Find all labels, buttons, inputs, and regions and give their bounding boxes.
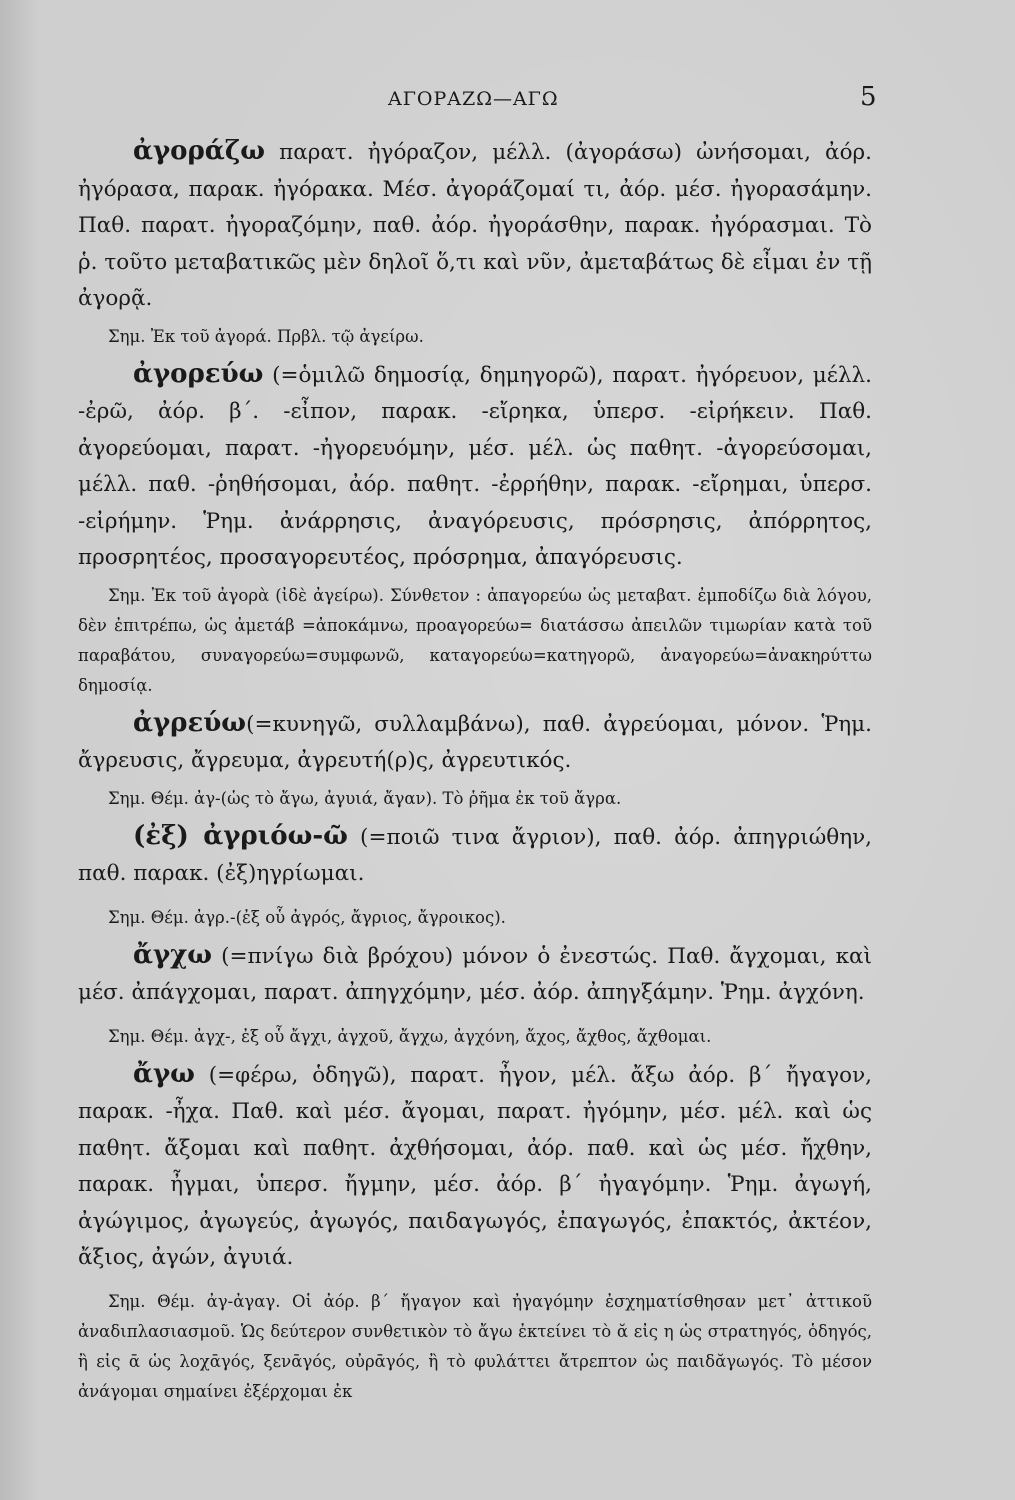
entry-text: (=κυνηγῶ, συλλαμβάνω), παθ. ἀγρεύομαι, μόνον. Ῥημ. ἄγρευσις, ἄγρευμα, ἀγρευτή(ρ)ς, ἀγρευτικός.	[78, 711, 872, 773]
page-number: 5	[860, 82, 877, 112]
entry-agorazo	[78, 133, 872, 318]
entry-note: Σημ. Θέμ. ἀγ-(ὡς τὸ ἄγω, ἀγυιά, ἄγαν). Τὸ ῥῆμα ἐκ τοῦ ἄγρα.	[108, 788, 622, 808]
entry-agrioo	[78, 818, 872, 893]
entry-text: (=φέρω, ὁδηγῶ), παρατ. ἦγον, μέλ. ἄξω ἀόρ. β΄ ἤγαγον, παρακ. -ἦχα. Παθ. καὶ μέσ. ἄγομαι, παρατ. ἠγόμην, μέσ. μέλ. καὶ ὡς παθητ. ἄξομαι καὶ παθητ. ἀχθήσομαι, ἀόρ. παθ. καὶ ὡς μέσ. ἤχθην, παρακ. ἦγμαι, ὑπερσ. ἤγμην, μέσ. ἀόρ. β΄ ἠγαγόμην. Ῥημ. ἀγωγή, ἀγώγιμος, ἀγωγεύς, ἀγωγός, παιδαγωγός, ἐπαγωγός, ἐπακτός, ἀκτέον, ἄξιος, ἀγών, ἀγυιά.	[78, 1062, 872, 1270]
lemma: ἀγρεύω	[133, 707, 247, 738]
entry-note: Σημ. Ἐκ τοῦ ἀγορὰ (ἰδὲ ἀγείρω). Σύνθετον : ἀπαγορεύω ὡς μεταβατ. ἐμποδίζω διὰ λόγου, δὲν ἐπιτρέπω, ὡς ἀμετάβ =ἀποκάμνω, προαγορεύω= διατάσσω ἀπειλῶν τιμωρίαν κατὰ τοῦ παραβάτου, συναγορεύω=συμφωνῶ, καταγορεύω=κατηγορῶ, ἀναγορεύω=ἀνακηρύττω δημοσίᾳ.	[78, 585, 872, 695]
entry-ancho	[78, 937, 872, 1012]
entry-text: (=ὁμιλῶ δημοσίᾳ, δημηγορῶ), παρατ. ἠγόρευον, μέλλ. -ἐρῶ, ἀόρ. β΄. -εἶπον, παρακ. -εἴρηκα, ὑπερσ. -εἰρήκειν. Παθ. ἀγορεύομαι, παρατ. -ἠγορευόμην, μέσ. μέλ. ὡς παθητ. -ἀγορεύσομαι, μέλλ. παθ. -ῥηθήσομαι, ἀόρ. παθητ. -ἐρρήθην, παρακ. -εἴρημαι, ὑπερσ. -εἰρήμην. Ῥημ. ἀνάρρησις, ἀναγόρευσις, πρόσρησις, ἀπόρρητος, προσρητέος, προσαγορευτέος, πρόσρημα, ἀπαγόρευσις.	[78, 362, 872, 570]
entry-text: (=ποιῶ τινα ἄγριον), παθ. ἀόρ. ἀπηγριώθην, παθ. παρακ. (ἐξ)ηγρίωμαι.	[78, 824, 872, 886]
lemma: ἀγορεύω	[133, 358, 264, 389]
entry-note: Σημ. Θέμ. ἀγχ-, ἐξ οὗ ἄγχι, ἀγχοῦ, ἄγχω, ἀγχόνη, ἄχος, ἄχθος, ἄχθομαι.	[108, 1026, 712, 1046]
lemma: ἄγω	[133, 1058, 195, 1089]
entry-note: Σημ. Θέμ. ἀγρ.-(ἐξ οὗ ἀγρός, ἄγριος, ἄγροικος).	[108, 907, 506, 927]
entry-agoreuo	[78, 356, 872, 577]
entry-text: (=πνίγω διὰ βρόχου) μόνον ὁ ἐνεστώς. Παθ. ἄγχομαι, καὶ μέσ. ἀπάγχομαι, παρατ. ἀπηγχόμην, μέσ. ἀόρ. ἀπηγξάμην. Ῥημ. ἀγχόνη.	[78, 943, 872, 1005]
entry-agreuo	[78, 705, 872, 780]
entry-text: παρατ. ἠγόραζον, μέλλ. (ἀγοράσω) ὠνήσομαι, ἀόρ. ἠγόρασα, παρακ. ἠγόρακα. Μέσ. ἀγοράζομαί τι, ἀόρ. μέσ. ἠγορασάμην. Παθ. παρατ. ἠγοραζόμην, παθ. ἀόρ. ἠγοράσθην, παρακ. ἠγόρασμαι. Τὸ ῥ. τοῦτο μεταβατικῶς μὲν δηλοῖ ὅ,τι καὶ νῦν, ἀμεταβάτως δὲ εἶμαι ἐν τῇ ἀγορᾷ.	[78, 140, 872, 311]
lemma: ἀγοράζω	[133, 136, 265, 166]
running-title: ΑΓΟΡΑΖΩ—ΑΓΩ	[388, 88, 559, 110]
lemma: ἄγχω	[133, 939, 213, 970]
entry-note: Σημ. Ἐκ τοῦ ἀγορά. Πρβλ. τῷ ἀγείρω.	[108, 326, 424, 346]
entry-ago	[78, 1056, 872, 1277]
running-head	[0, 82, 1015, 120]
lemma: (ἐξ) ἀγριόω-ῶ	[133, 820, 348, 851]
dictionary-body	[78, 133, 872, 1407]
entry-note: Σημ. Θέμ. ἀγ-ἀγαγ. Οἱ ἀόρ. β΄ ἤγαγον καὶ ἠγαγόμην ἐσχηματίσθησαν μετ᾽ ἀττικοῦ ἀναδιπλασιασμοῦ. Ὡς δεύτερον συνθετικὸν τὸ ἄγω ἐκτείνει τὸ ᾰ εἰς η ὡς στρατηγός, ὁδηγός, ἢ εἰς ᾱ ὡς λοχᾱγός, ξενᾱγός, οὐρᾱγός, ἢ τὸ φυλάττει ἄτρεπτον ὡς παιδᾰγωγός. Τὸ μέσον ἀνάγομαι σημαίνει ἐξέρχομαι ἐκ	[78, 1291, 872, 1401]
